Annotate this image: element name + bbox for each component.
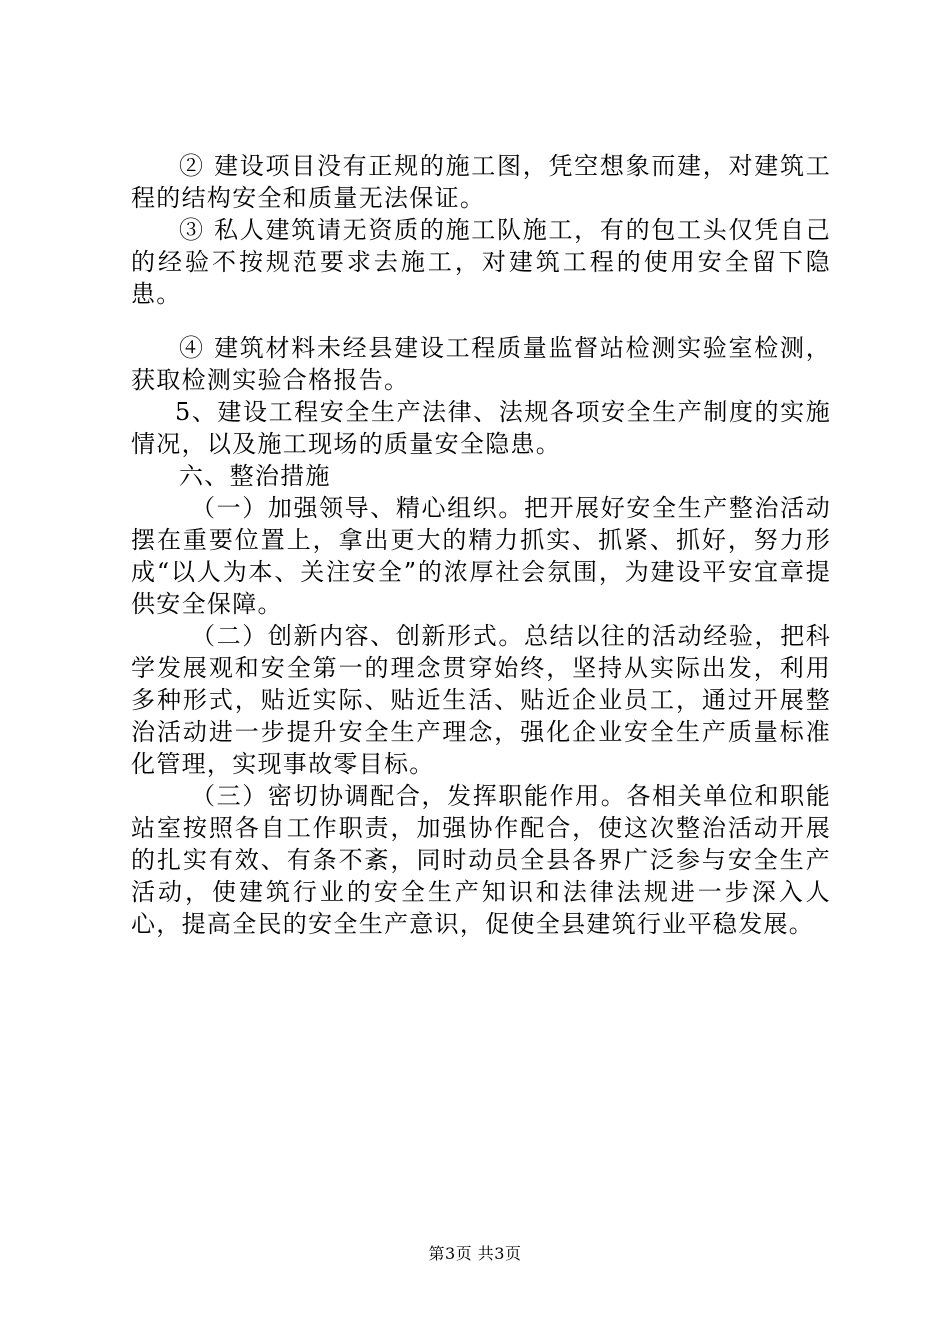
page-number-footer: 第3页 共3页	[428, 1244, 522, 1263]
section-heading-measures: 六、整治措施	[179, 462, 331, 490]
paragraph-section-5: 5、建设工程安全生产法律、法规各项安全生产制度的实施情况，以及施工现场的质量安全隐患。	[131, 398, 831, 458]
paragraph-item-4: ④ 建筑材料未经县建设工程质量监督站检测实验室检测，获取检测实验合格报告。	[131, 334, 831, 394]
paragraph-item-3: ③ 私人建筑请无资质的施工队施工，有的包工头仅凭自己的经验不按规范要求去施工，对建筑工程的使用安全留下隐患。	[131, 216, 831, 308]
paragraph-measure-2: （二）创新内容、创新形式。总结以往的活动经验，把科学发展观和安全第一的理念贯穿始终，坚持从实际出发，利用多种形式，贴近实际、贴近生活、贴近企业员工，通过开展整治活动进一步提升安全生产理念，强化企业安全生产质量标准化管理，实现事故零目标。	[131, 622, 831, 778]
document-body	[131, 150, 831, 940]
paragraph-measure-3: （三）密切协调配合，发挥职能作用。各相关单位和职能站室按照各自工作职责，加强协作配合，使这次整治活动开展的扎实有效、有条不紊，同时动员全县各界广泛参与安全生产活动，使建筑行业的安全生产知识和法律法规进一步深入人心，提高全民的安全生产意识，促使全县建筑行业平稳发展。	[131, 782, 831, 938]
paragraph-item-2: ② 建设项目没有正规的施工图，凭空想象而建，对建筑工程的结构安全和质量无法保证。	[131, 152, 831, 212]
paragraph-measure-1: （一）加强领导、精心组织。把开展好安全生产整治活动摆在重要位置上，拿出更大的精力抓实、抓紧、抓好，努力形成“以人为本、关注安全”的浓厚社会氛围，为建设平安宜章提供安全保障。	[131, 494, 831, 618]
